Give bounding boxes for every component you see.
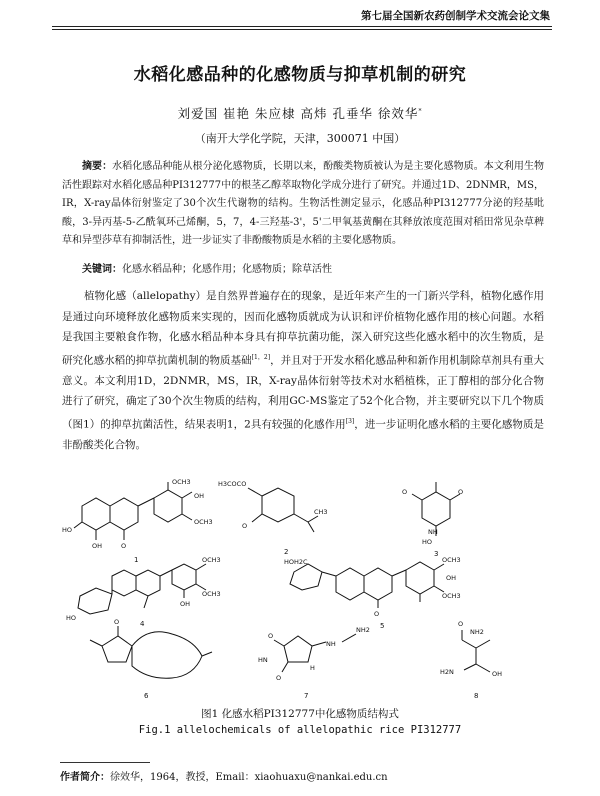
label-o-g: O: [268, 632, 274, 640]
compound-number-4: 4: [140, 620, 145, 628]
author-list: 刘爱国 崔艳 朱应棣 高炜 孔垂华 徐效华: [177, 106, 419, 121]
body-text-c: ，进一步证明化感水稻的主要化感物质是非酚酸类化合物。: [62, 418, 544, 452]
paper-title: 水稻化感品种的化感物质与抑草机制的研究: [133, 65, 467, 85]
figure-caption-cn: 图1 化感水稻PI312777中化感物质结构式: [201, 708, 399, 720]
label-ch3-a: CH3: [314, 508, 328, 516]
citation-2: [3]: [345, 418, 355, 426]
compound-number-6: 6: [144, 692, 149, 700]
keywords: [82, 260, 544, 275]
label-och3-e: OCH3: [442, 556, 461, 564]
label-hn-a: HN: [258, 656, 268, 664]
abstract-label: 摘要：: [82, 161, 113, 172]
abstract: [62, 158, 544, 251]
compound-number-5: 5: [380, 622, 385, 630]
body-paragraph: [62, 286, 544, 456]
label-nh2-a: NH2: [356, 626, 370, 634]
label-och3-f: OCH3: [442, 592, 461, 600]
compound-3: [402, 482, 463, 558]
label-oh-e: OH: [492, 670, 503, 678]
running-header: 第七届全国新农药创制学术交流会论文集: [361, 10, 550, 22]
label-h2n: H2N: [440, 668, 454, 676]
author-footnote: [60, 768, 560, 783]
label-h-a: H: [310, 664, 315, 672]
label-oh-d: OH: [446, 574, 457, 582]
compound-number-2: 2: [284, 548, 289, 556]
keywords-label: 关键词：: [82, 264, 122, 275]
label-oh-c: OH: [180, 600, 191, 608]
label-och3-c: OCH3: [202, 556, 221, 564]
label-nh-a: NH: [428, 528, 438, 536]
compound-7: [258, 626, 370, 700]
structure-figure: [62, 476, 552, 706]
citation-1: [1，2]: [251, 353, 271, 361]
label-o-e: O: [374, 610, 380, 618]
keywords-text: 化感水稻品种；化感作用；化感物质；除草活性: [122, 264, 332, 275]
compound-2: [218, 480, 328, 556]
label-ho-a: HO: [62, 526, 73, 534]
label-och3-a: OCH3: [172, 478, 191, 486]
label-ho-b: HO: [422, 538, 433, 546]
label-o-b: O: [242, 522, 248, 530]
footnote-text: 徐效华，1964，教授，Email：xiaohuaxu@nankai.edu.cn: [110, 772, 388, 783]
affiliation: （南开大学化学院，天津，300071 中国）: [194, 132, 406, 145]
body-text-b: ，并且对于开发水稻化感品种和新作用机制除草剂具有重大意义。本文利用1D，2DNMR，MS，IR，X-ray晶体衍射等技术对水稻植株，正丁醇相的部分化合物进行了研究，确定了30个次生物质的结构，利用GC-MS鉴定了52个化合物，并主要研究以下几个物质（图1）的抑草抗菌活性，结果表明1，2具有较强的化感作用: [62, 354, 544, 431]
author-mark: *: [418, 107, 423, 115]
header-rule-thin: [52, 29, 552, 30]
footnote-rule: [60, 762, 150, 763]
compound-8: [440, 620, 502, 700]
label-o-c: O: [402, 488, 408, 496]
label-o-a: O: [121, 542, 127, 550]
label-och3-d: OCH3: [202, 590, 221, 598]
label-o-h: O: [276, 674, 282, 682]
authors: [0, 104, 600, 122]
label-oh-a: OH: [194, 492, 205, 500]
compound-number-7: 7: [304, 692, 309, 700]
label-och3-b: OCH3: [194, 518, 213, 526]
label-o-i: O: [458, 620, 464, 628]
label-sugar4: HO: [66, 614, 77, 622]
label-oh-b: OH: [92, 542, 103, 550]
abstract-text: 水稻化感品种能从根分泌化感物质，长期以来，酚酸类物质被认为是主要化感物质。本文利用生物活性跟踪对水稻化感品种PI312777中的根茎乙醇萃取物化学成分进行了研究。并通过1D、2DNMR，MS，IR，X-ray晶体衍射鉴定了30个次生代谢物的结构。生物活性测定显示，化感品种PI312777分泌的羟基吡酸，3-异丙基-5-乙酰氧环己烯酮，5，7，4-三羟基-3'，5'二甲氧基黄酮在其释放浓度范围对稻田常见杂草稗草和异型莎草有抑制活性，进一步证实了非酚酸物质是水稻的主要化感物质。: [62, 161, 545, 247]
label-o-f: O: [114, 618, 120, 626]
compound-6: [90, 618, 212, 700]
compound-4: [66, 556, 221, 628]
compound-number-8: 8: [474, 692, 479, 700]
label-sugar5: HOH2C: [284, 558, 308, 566]
figure-caption-en: Fig.1 allelochemicals of allelopathic rice PI312777: [138, 724, 462, 736]
label-o-d: O: [458, 488, 464, 496]
label-nh2-b: NH2: [470, 628, 484, 636]
footnote-label: 作者简介：: [60, 772, 110, 783]
compound-number-3: 3: [434, 550, 439, 558]
body-text-a: 植物化感（allelopathy）是自然界普遍存在的现象，是近年来产生的一门新兴学科，植物化感作用是通过向环境释放化感物质来实现的，因而化感物质就成为认识和评价植物化感作用的核心问题。水稻是我国主要粮食作物，化感水稻品种本身具有抑草抗菌功能，深入研究这些化感水稻中的次生物质，是研究化感水稻的抑草抗菌机制的物质基础: [62, 290, 544, 367]
label-ester: H3COCO: [218, 480, 247, 488]
label-nh-b: NH: [326, 640, 336, 648]
compound-1: [62, 478, 213, 564]
header-rule: [52, 26, 552, 27]
compound-5: [284, 556, 464, 630]
compound-number-1: 1: [134, 556, 139, 564]
